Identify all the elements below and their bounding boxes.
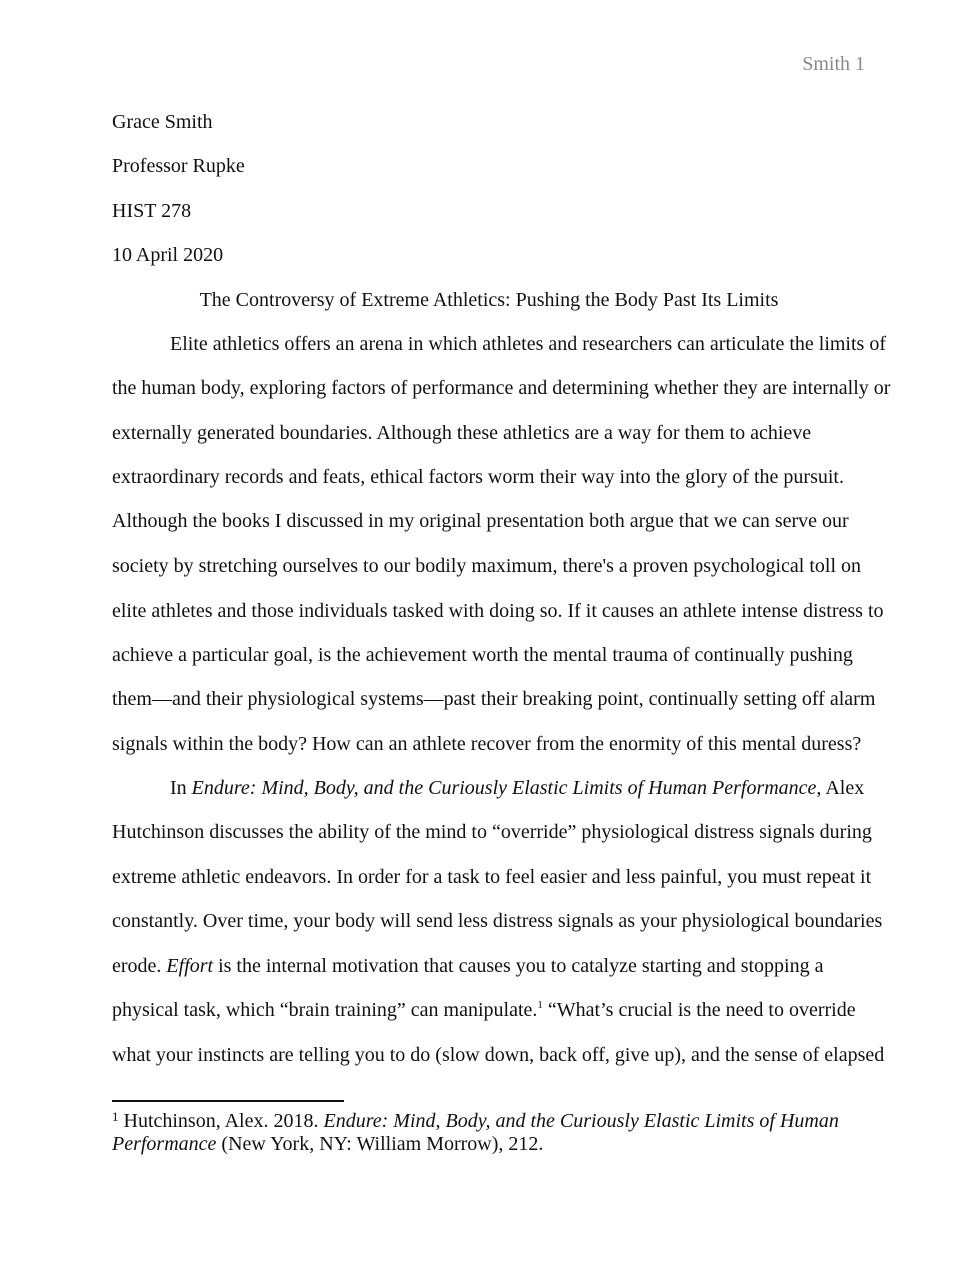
paragraph-2-line xyxy=(112,953,824,979)
paragraph-1-line: society by stretching ourselves to our bodily maximum, there's a proven psychological toll on xyxy=(112,555,862,577)
heading-author: Grace Smith xyxy=(112,111,213,133)
text-run: erode. xyxy=(112,955,167,977)
running-head: Smith 1 xyxy=(802,53,865,75)
footnote-book-title: Performance xyxy=(112,1133,217,1155)
essay-title: The Controversy of Extreme Athletics: Pushing the Body Past Its Limits xyxy=(199,289,779,311)
paragraph-2-line xyxy=(170,775,864,801)
footnote-reference[interactable]: 1 xyxy=(537,999,543,1011)
text-run: physical task, which “brain training” can manipulate. xyxy=(112,999,538,1021)
paragraph-2-line: constantly. Over time, your body will send less distress signals as your physiological boundaries xyxy=(112,910,883,932)
text-run: Hutchinson, Alex. 2018. xyxy=(118,1110,324,1132)
footnote-line xyxy=(112,1109,839,1133)
paragraph-2-line: Hutchinson discusses the ability of the mind to “override” physiological distress signals during xyxy=(112,821,872,843)
paragraph-2-line: what your instincts are telling you to do (slow down, back off, give up), and the sense of elapsed xyxy=(112,1044,885,1066)
text-run: “What’s crucial is the need to override xyxy=(542,999,856,1021)
book-title: Endure: Mind, Body, and the Curiously Elastic Limits of Human Performance, xyxy=(191,777,822,799)
text-run: Alex xyxy=(821,777,865,799)
paragraph-2-line xyxy=(112,997,856,1023)
heading-date: 10 April 2020 xyxy=(112,244,224,266)
footnote-line xyxy=(112,1132,543,1156)
text-run: (New York, NY: William Morrow), 212. xyxy=(216,1133,544,1155)
heading-course: HIST 278 xyxy=(112,200,192,222)
paragraph-2-line: extreme athletic endeavors. In order for a task to feel easier and less painful, you must repeat it xyxy=(112,866,872,888)
paragraph-1-line: Although the books I discussed in my original presentation both argue that we can serve our xyxy=(112,510,849,532)
paragraph-1-line: achieve a particular goal, is the achievement worth the mental trauma of continually pushing xyxy=(112,644,853,666)
paragraph-1-line: Elite athletics offers an arena in which athletes and researchers can articulate the limits of xyxy=(170,333,886,355)
paragraph-1-line: the human body, exploring factors of performance and determining whether they are internally or xyxy=(112,377,891,399)
emphasis-effort: Effort xyxy=(166,955,214,977)
footnote-book-title: Endure: Mind, Body, and the Curiously Elastic Limits of Human xyxy=(323,1110,839,1132)
footnote-separator xyxy=(112,1100,344,1102)
paragraph-1-line: elite athletes and those individuals tasked with doing so. If it causes an athlete intense distress to xyxy=(112,600,884,622)
text-run: In xyxy=(170,777,192,799)
footnote-number: 1 xyxy=(112,1109,119,1124)
paragraph-1-line: externally generated boundaries. Although these athletics are a way for them to achieve xyxy=(112,422,812,444)
text-run: is the internal motivation that causes you to catalyze starting and stopping a xyxy=(213,955,824,977)
paragraph-1-line: extraordinary records and feats, ethical factors worm their way into the glory of the pursuit. xyxy=(112,466,844,488)
heading-professor: Professor Rupke xyxy=(112,155,245,177)
paragraph-1-line: them—and their physiological systems—past their breaking point, continually setting off alarm xyxy=(112,688,876,710)
paragraph-1-line: signals within the body? How can an athlete recover from the enormity of this mental duress? xyxy=(112,733,862,755)
